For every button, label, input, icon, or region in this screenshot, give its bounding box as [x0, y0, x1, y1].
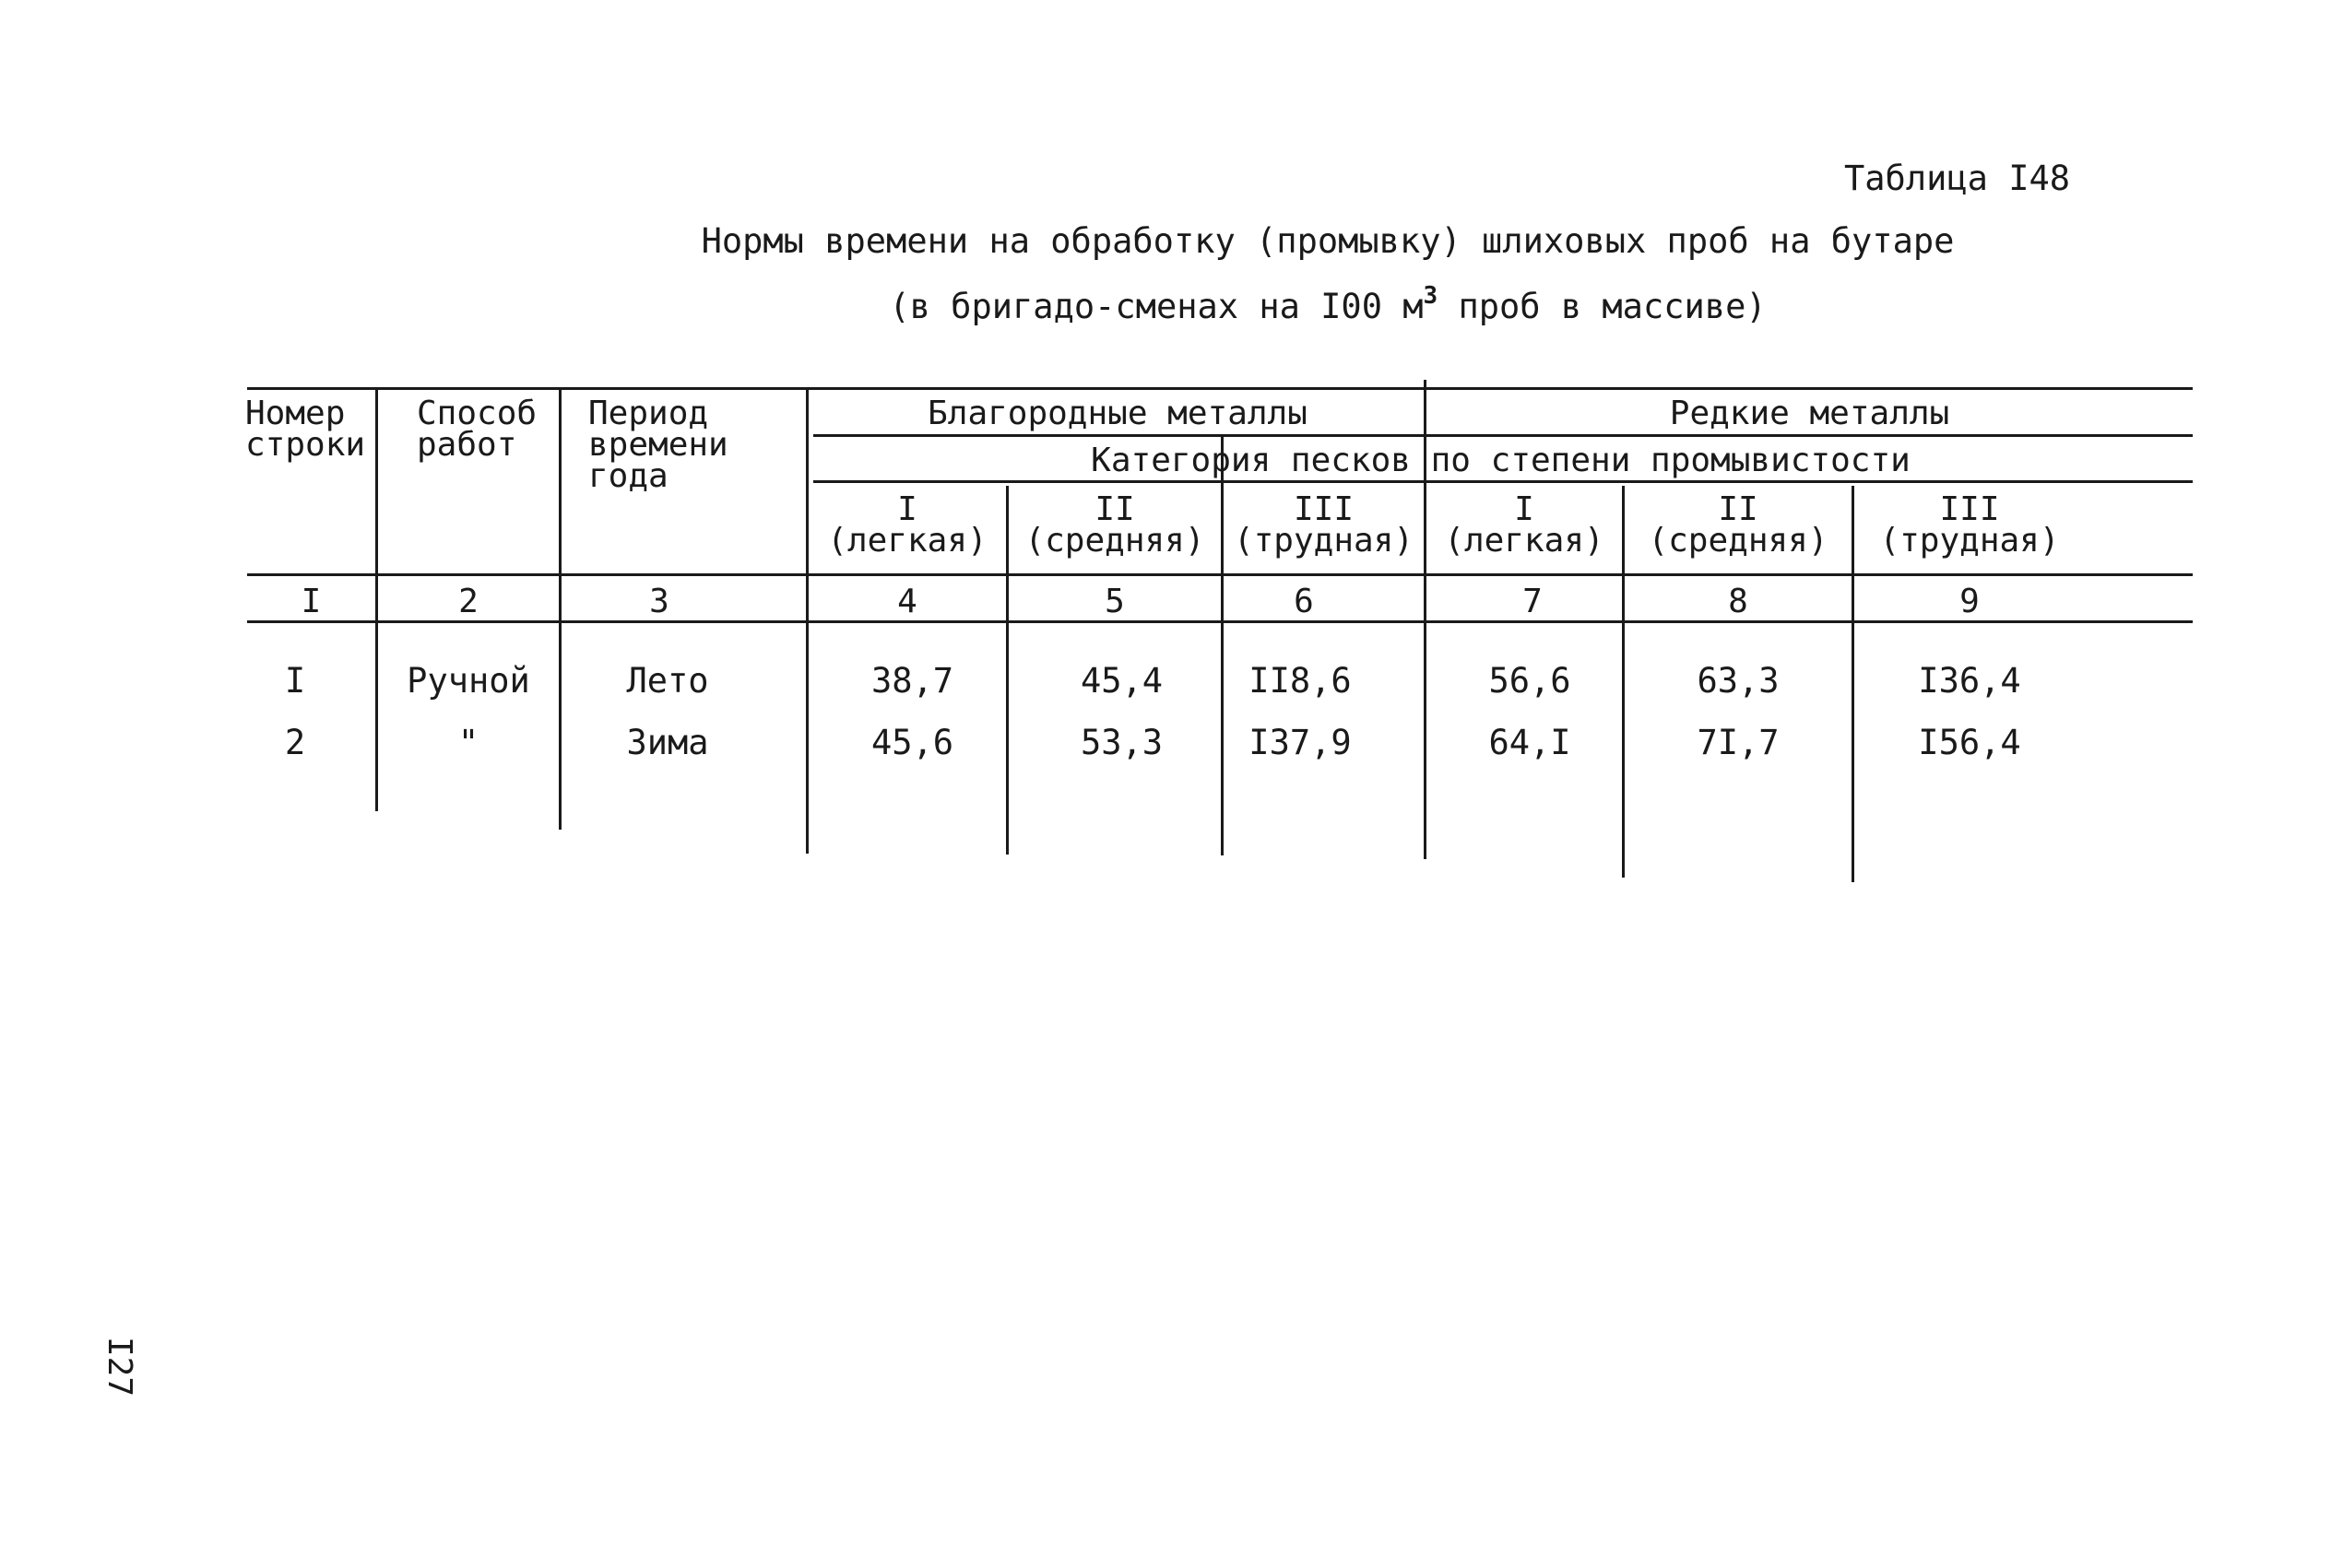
row-1-value: 63,3	[1697, 661, 1780, 701]
header-cat-5-name: (средняя)	[1648, 522, 1828, 560]
header-cat-6-numeral: III	[1939, 490, 2000, 528]
column-number: 3	[649, 583, 669, 620]
header-cat-5-numeral: II	[1718, 490, 1758, 528]
column-number: 2	[458, 583, 479, 620]
row-2-value: 53,3	[1080, 723, 1164, 762]
table-subtitle: (в бригадо-сменах на I00 $м^3$ проб в массиве)	[889, 282, 1767, 326]
column-number: 7	[1522, 583, 1543, 620]
header-cat-4-name: (легкая)	[1444, 522, 1604, 560]
header-row-number: Номер строки	[245, 395, 366, 464]
column-number: 6	[1294, 583, 1314, 620]
group-rule	[813, 434, 2193, 437]
row-2-method: "	[457, 723, 479, 762]
header-cat-2-numeral: II	[1095, 490, 1135, 528]
header-cat-1-name: (легкая)	[827, 522, 988, 560]
row-1-number: I	[284, 661, 306, 701]
column-number: 5	[1105, 583, 1125, 620]
header-rare-metals: Редкие металлы	[1669, 395, 1950, 432]
row-2-value: 64,I	[1488, 723, 1571, 762]
row-2-value: I37,9	[1248, 723, 1352, 762]
page-number: I27	[101, 1337, 138, 1397]
row-2-period: Зима	[626, 723, 709, 762]
table-label: Таблица I48	[1844, 159, 2071, 198]
row-1-value: II8,6	[1248, 661, 1352, 701]
header-cat-4-numeral: I	[1514, 490, 1534, 528]
header-cat-2-name: (средняя)	[1024, 522, 1205, 560]
row-1-period: Лето	[626, 661, 709, 701]
column-number: I	[301, 583, 322, 620]
row-1-value: 56,6	[1488, 661, 1571, 701]
column-numbers-rule	[247, 620, 2193, 623]
row-2-value: 7I,7	[1697, 723, 1780, 762]
column-number: 9	[1959, 583, 1980, 620]
header-cat-1-numeral: I	[897, 490, 917, 528]
header-cat-6-name: (трудная)	[1879, 522, 2060, 560]
row-2-number: 2	[284, 723, 306, 762]
column-number: 4	[897, 583, 917, 620]
column-number: 8	[1728, 583, 1748, 620]
header-period: Период времени года	[588, 395, 728, 495]
header-bottom-rule	[247, 573, 2193, 576]
header-cat-3-numeral: III	[1293, 490, 1355, 528]
row-1-value: 38,7	[870, 661, 954, 701]
row-1-value: I36,4	[1918, 661, 2021, 701]
row-1-value: 45,4	[1080, 661, 1164, 701]
category-rule	[813, 480, 2193, 483]
row-2-value: I56,4	[1918, 723, 2021, 762]
row-2-value: 45,6	[870, 723, 954, 762]
header-category: Категория песков по степени промывистости	[1091, 442, 1911, 479]
header-precious-metals: Благородные металлы	[928, 395, 1307, 432]
header-cat-3-name: (трудная)	[1233, 522, 1414, 560]
table-top-rule	[247, 387, 2193, 390]
header-method: Способ работ	[417, 395, 538, 464]
table-title: Нормы времени на обработку (промывку) шлиховых проб на бутаре	[701, 221, 1955, 261]
row-1-method: Ручной	[407, 661, 530, 701]
